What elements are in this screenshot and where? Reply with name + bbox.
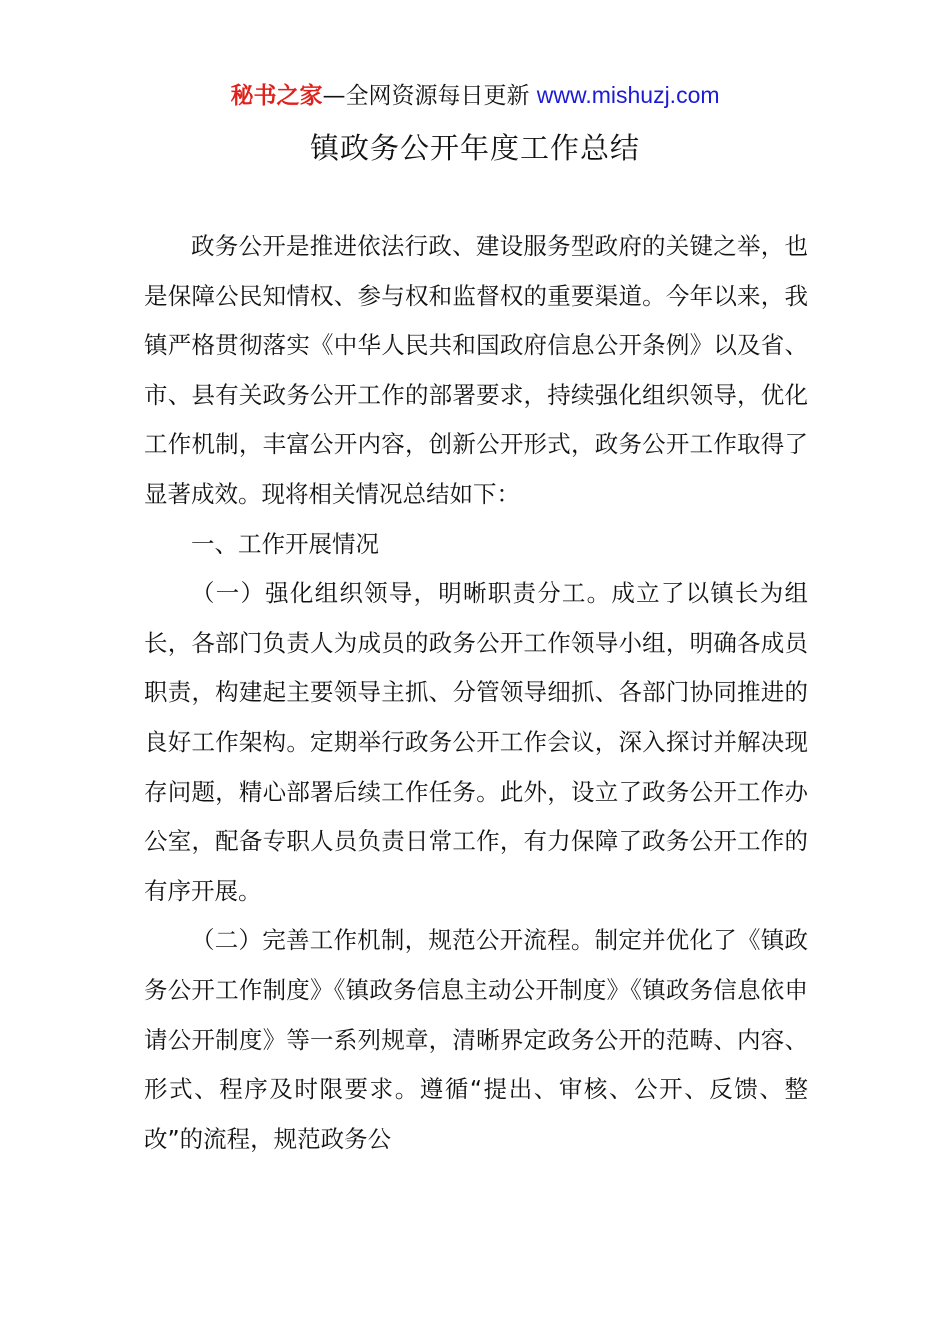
- document-title: 镇政务公开年度工作总结: [309, 131, 640, 165]
- document-body: [144, 222, 808, 1164]
- site-header: [0, 78, 950, 113]
- site-url-link[interactable]: www.mishuzj.com: [536, 82, 720, 108]
- site-tagline: —全网资源每日更新: [322, 83, 530, 109]
- intro-paragraph: 政务公开是推进依法行政、建设服务型政府的关键之举，也是保障公民知情权、参与权和监督权的重要渠道。今年以来，我镇严格贯彻落实《中华人民共和国政府信息公开条例》以及省、市、县有关政务公开工作的部署要求，持续强化组织领导，优化工作机制，丰富公开内容，创新公开形式，政务公开工作取得了显著成效。现将相关情况总结如下：: [144, 232, 808, 508]
- section-heading: 一、工作开展情况: [191, 529, 379, 558]
- site-brand: 秘书之家: [230, 83, 323, 109]
- section-paragraph-2: （二）完善工作机制，规范公开流程。制定并优化了《镇政务公开工作制度》《镇政务信息主动公开制度》《镇政务信息依申请公开制度》等一系列规章，清晰界定政务公开的范畴、内容、形式、程序及时限要求。遵循“提出、审核、公开、反馈、整改”的流程，规范政务公: [144, 926, 808, 1153]
- section-paragraph-1: （一）强化组织领导，明晰职责分工。成立了以镇长为组长，各部门负责人为成员的政务公开工作领导小组，明确各成员职责，构建起主要领导主抓、分管领导细抓、各部门协同推进的良好工作架构。定期举行政务公开工作会议，深入探讨并解决现存问题，精心部署后续工作任务。此外，设立了政务公开工作办公室，配备专职人员负责日常工作，有力保障了政务公开工作的有序开展。: [144, 579, 808, 905]
